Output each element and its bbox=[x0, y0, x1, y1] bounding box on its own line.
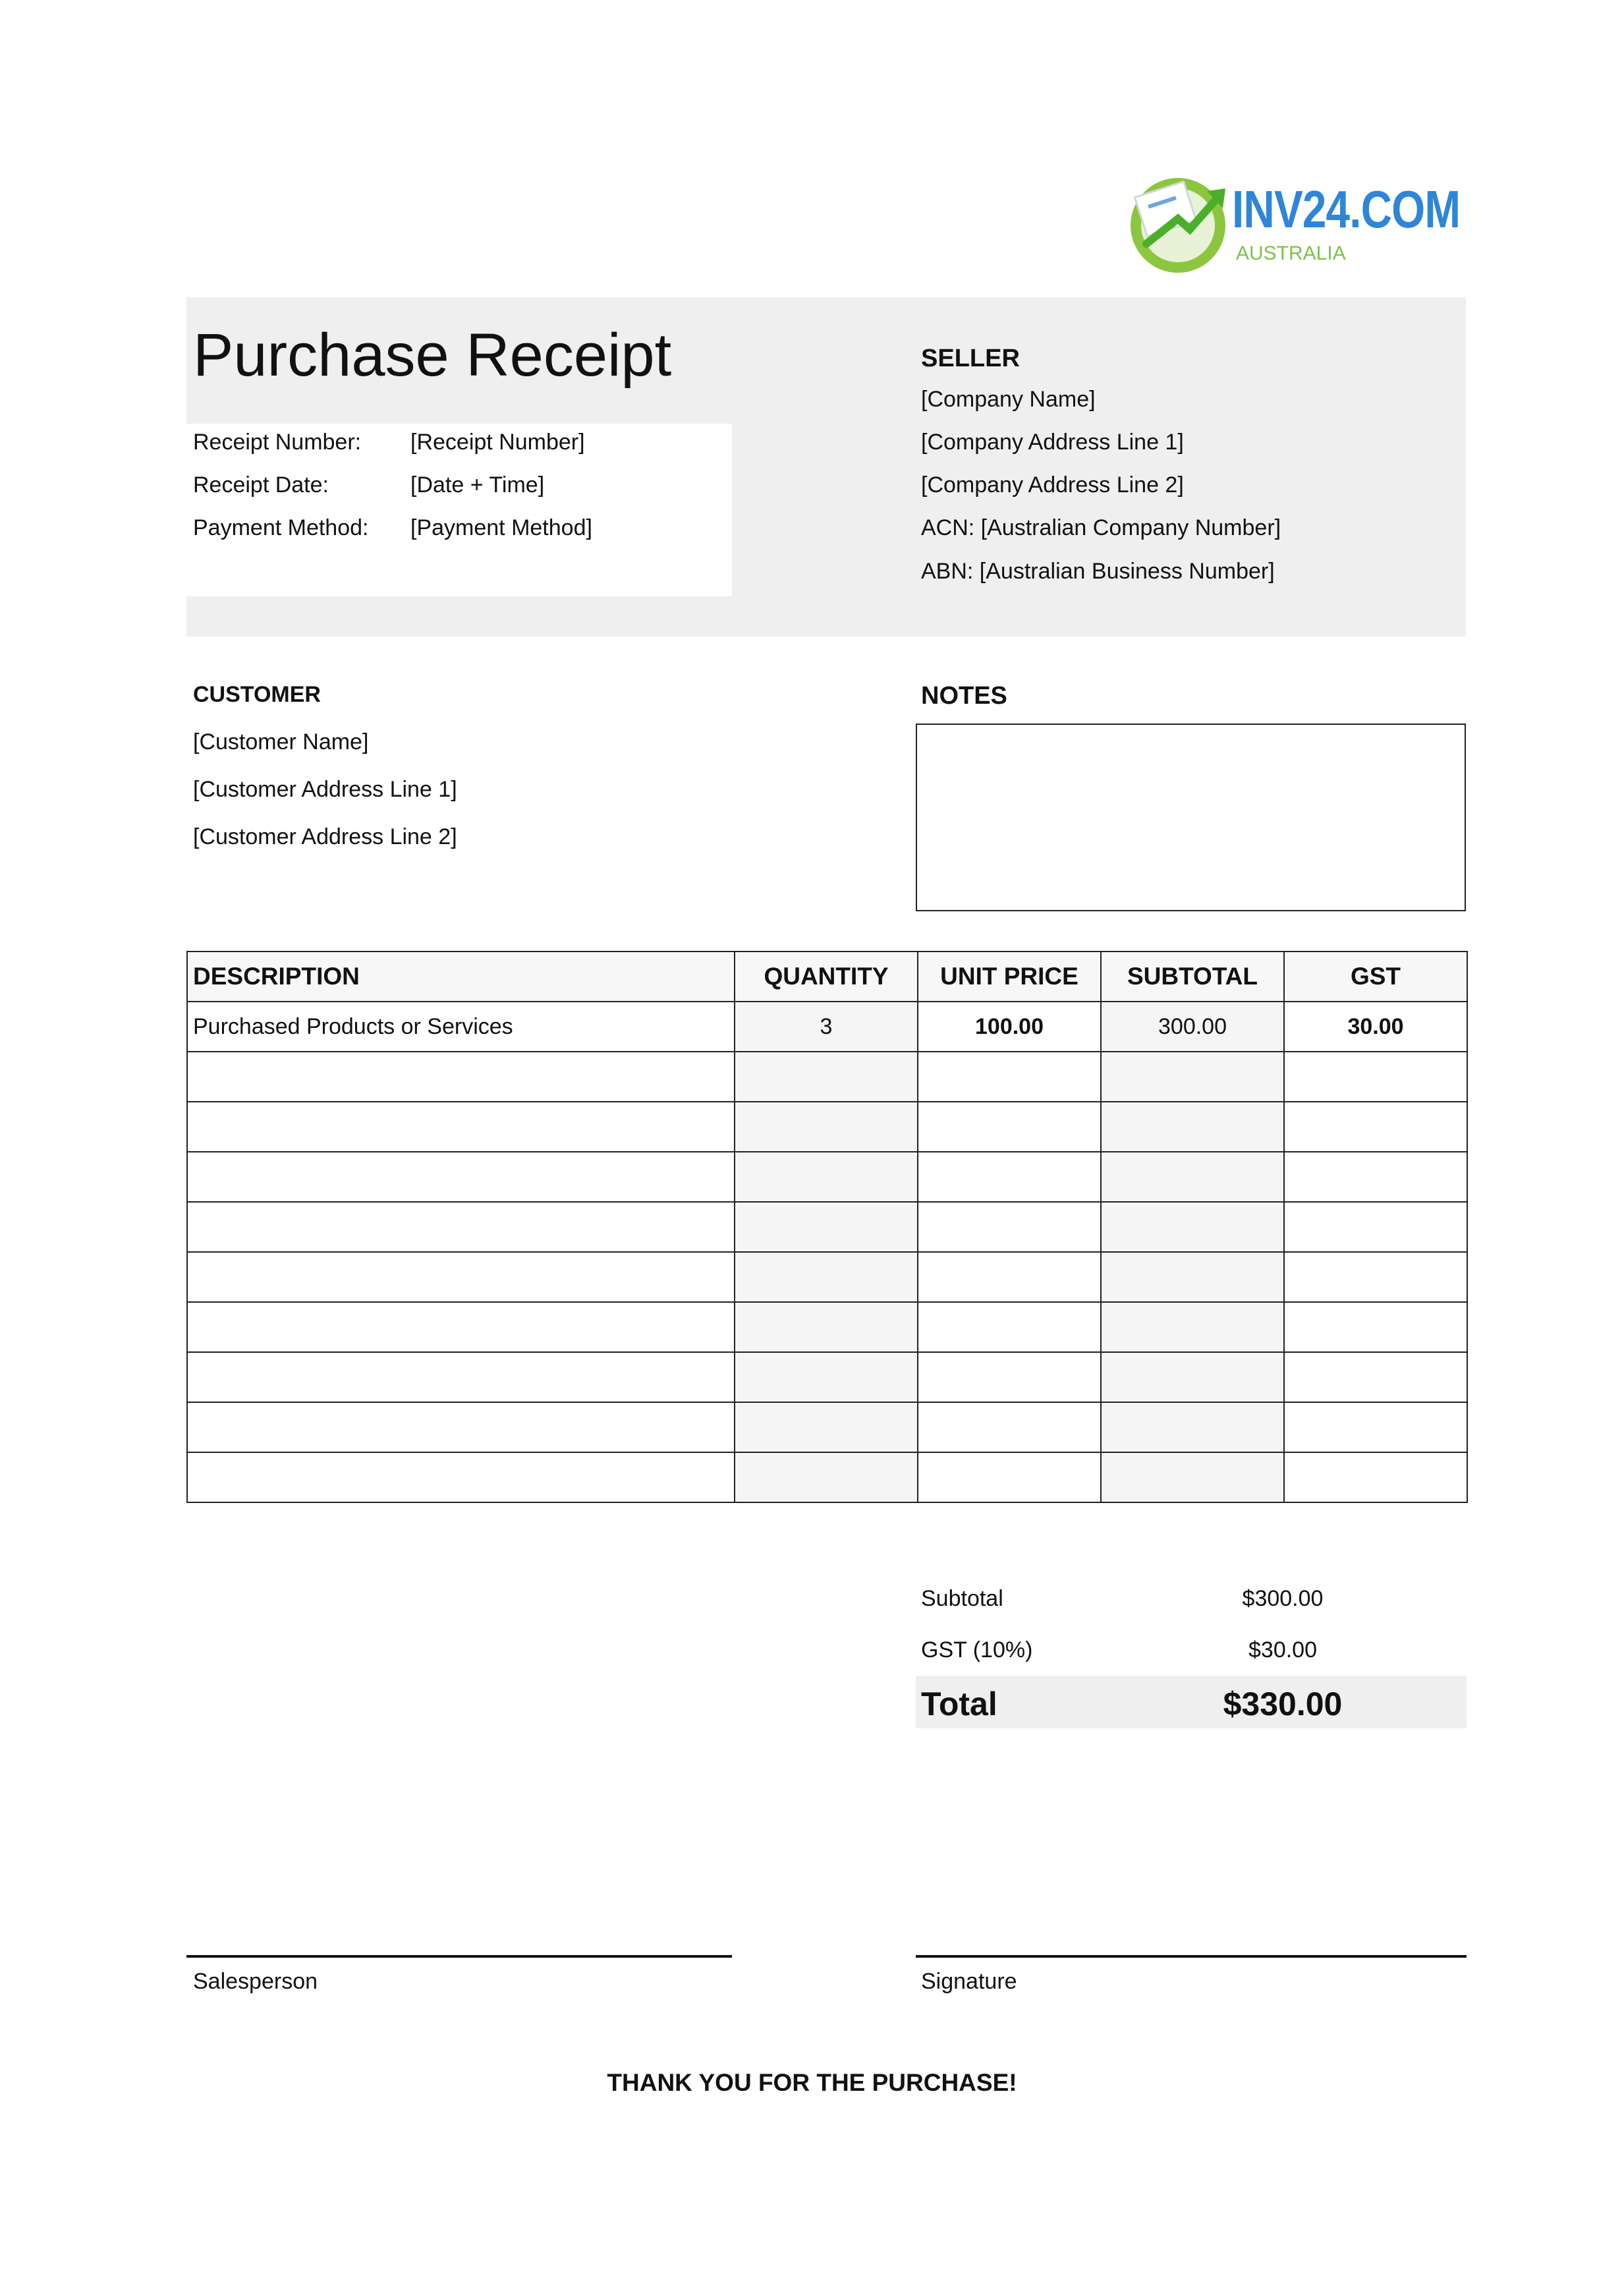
receipt-number-value[interactable]: [Receipt Number] bbox=[410, 430, 585, 455]
cell-gst bbox=[1284, 1102, 1467, 1152]
cell-gst bbox=[1284, 1202, 1467, 1252]
cell-quantity[interactable] bbox=[735, 1152, 918, 1202]
seller-acn[interactable]: ACN: [Australian Company Number] bbox=[921, 515, 1281, 540]
seller-address-line-2[interactable]: [Company Address Line 2] bbox=[921, 472, 1184, 497]
notes-textbox[interactable] bbox=[916, 724, 1466, 911]
company-logo bbox=[1127, 170, 1461, 275]
col-subtotal: SUBTOTAL bbox=[1101, 951, 1284, 1002]
salesperson-signature-line[interactable] bbox=[186, 1955, 732, 1958]
total-label: Total bbox=[921, 1686, 997, 1722]
col-description: DESCRIPTION bbox=[187, 951, 735, 1002]
cell-gst bbox=[1284, 1252, 1467, 1302]
cell-gst bbox=[1284, 1152, 1467, 1202]
cell-gst bbox=[1284, 1052, 1467, 1102]
receipt-number-label: Receipt Number: bbox=[193, 430, 362, 455]
cell-unit-price[interactable] bbox=[918, 1252, 1101, 1302]
col-gst: GST bbox=[1284, 951, 1467, 1002]
cell-subtotal bbox=[1101, 1052, 1284, 1102]
cell-subtotal bbox=[1101, 1452, 1284, 1502]
thank-you-message: THANK YOU FOR THE PURCHASE! bbox=[607, 2069, 1017, 2096]
signature-label: Signature bbox=[921, 1969, 1017, 1994]
cell-description[interactable] bbox=[187, 1252, 735, 1302]
customer-address-line-1[interactable]: [Customer Address Line 1] bbox=[193, 777, 457, 802]
seller-company-name[interactable]: [Company Name] bbox=[921, 387, 1096, 412]
cell-description[interactable] bbox=[187, 1452, 735, 1502]
table-row bbox=[187, 1152, 1467, 1202]
cell-unit-price[interactable] bbox=[918, 1152, 1101, 1202]
cell-description[interactable] bbox=[187, 1102, 735, 1152]
gst-label: GST (10%) bbox=[921, 1637, 1033, 1662]
cell-gst bbox=[1284, 1402, 1467, 1452]
total-band bbox=[916, 1676, 1467, 1728]
cell-subtotal bbox=[1101, 1252, 1284, 1302]
cell-subtotal bbox=[1101, 1352, 1284, 1402]
signature-line[interactable] bbox=[916, 1955, 1467, 1958]
col-quantity: QUANTITY bbox=[735, 951, 918, 1002]
gst-value: $30.00 bbox=[1248, 1637, 1317, 1662]
cell-quantity[interactable] bbox=[735, 1402, 918, 1452]
cell-description[interactable] bbox=[187, 1202, 735, 1252]
cell-unit-price[interactable] bbox=[918, 1202, 1101, 1252]
logo-text: INV24.COM bbox=[1232, 180, 1461, 239]
seller-address-line-1[interactable]: [Company Address Line 1] bbox=[921, 430, 1184, 455]
cell-description[interactable] bbox=[187, 1402, 735, 1452]
cell-quantity[interactable] bbox=[735, 1352, 918, 1402]
col-unit-price: UNIT PRICE bbox=[918, 951, 1101, 1002]
cell-subtotal bbox=[1101, 1402, 1284, 1452]
cell-quantity[interactable] bbox=[735, 1102, 918, 1152]
seller-abn[interactable]: ABN: [Australian Business Number] bbox=[921, 559, 1275, 584]
payment-method-value[interactable]: [Payment Method] bbox=[410, 515, 592, 540]
table-row bbox=[187, 1452, 1467, 1502]
customer-heading: CUSTOMER bbox=[193, 682, 321, 707]
cell-quantity[interactable]: 3 bbox=[735, 1002, 918, 1052]
cell-gst bbox=[1284, 1352, 1467, 1402]
items-table bbox=[186, 951, 1468, 1503]
table-row bbox=[187, 1402, 1467, 1452]
subtotal-value: $300.00 bbox=[1242, 1586, 1324, 1611]
customer-address-line-2[interactable]: [Customer Address Line 2] bbox=[193, 824, 457, 849]
table-row bbox=[187, 1102, 1467, 1152]
cell-description[interactable] bbox=[187, 1302, 735, 1352]
cell-subtotal bbox=[1101, 1152, 1284, 1202]
cell-subtotal: 300.00 bbox=[1101, 1002, 1284, 1052]
cell-unit-price[interactable] bbox=[918, 1102, 1101, 1152]
cell-description[interactable] bbox=[187, 1052, 735, 1102]
receipt-date-label: Receipt Date: bbox=[193, 472, 329, 497]
cell-gst bbox=[1284, 1302, 1467, 1352]
payment-method-label: Payment Method: bbox=[193, 515, 369, 540]
cell-description[interactable] bbox=[187, 1352, 735, 1402]
table-row bbox=[187, 1202, 1467, 1252]
cell-description[interactable] bbox=[187, 1152, 735, 1202]
table-row bbox=[187, 1252, 1467, 1302]
total-value: $330.00 bbox=[1223, 1686, 1343, 1722]
cell-subtotal bbox=[1101, 1102, 1284, 1152]
cell-quantity[interactable] bbox=[735, 1452, 918, 1502]
cell-quantity[interactable] bbox=[735, 1202, 918, 1252]
cell-gst: 30.00 bbox=[1284, 1002, 1467, 1052]
cell-unit-price[interactable] bbox=[918, 1352, 1101, 1402]
table-row bbox=[187, 1002, 1467, 1052]
cell-unit-price[interactable] bbox=[918, 1452, 1101, 1502]
table-row bbox=[187, 1352, 1467, 1402]
cell-unit-price[interactable]: 100.00 bbox=[918, 1002, 1101, 1052]
cell-quantity[interactable] bbox=[735, 1302, 918, 1352]
cell-description[interactable]: Purchased Products or Services bbox=[187, 1002, 735, 1052]
table-row bbox=[187, 1302, 1467, 1352]
salesperson-label: Salesperson bbox=[193, 1969, 318, 1994]
cell-subtotal bbox=[1101, 1302, 1284, 1352]
subtotal-label: Subtotal bbox=[921, 1586, 1003, 1611]
cell-quantity[interactable] bbox=[735, 1252, 918, 1302]
cell-subtotal bbox=[1101, 1202, 1284, 1252]
cell-quantity[interactable] bbox=[735, 1052, 918, 1102]
table-header-row bbox=[187, 951, 1467, 1002]
receipt-date-value[interactable]: [Date + Time] bbox=[410, 472, 545, 497]
notes-heading: NOTES bbox=[921, 682, 1007, 710]
cell-unit-price[interactable] bbox=[918, 1052, 1101, 1102]
cell-unit-price[interactable] bbox=[918, 1402, 1101, 1452]
seller-heading: SELLER bbox=[921, 345, 1020, 372]
cell-unit-price[interactable] bbox=[918, 1302, 1101, 1352]
logo-subtext: AUSTRALIA bbox=[1236, 242, 1346, 264]
customer-name[interactable]: [Customer Name] bbox=[193, 729, 369, 754]
cell-gst bbox=[1284, 1452, 1467, 1502]
page-title: Purchase Receipt bbox=[193, 322, 672, 389]
table-row bbox=[187, 1052, 1467, 1102]
logo-icon bbox=[1127, 170, 1232, 275]
